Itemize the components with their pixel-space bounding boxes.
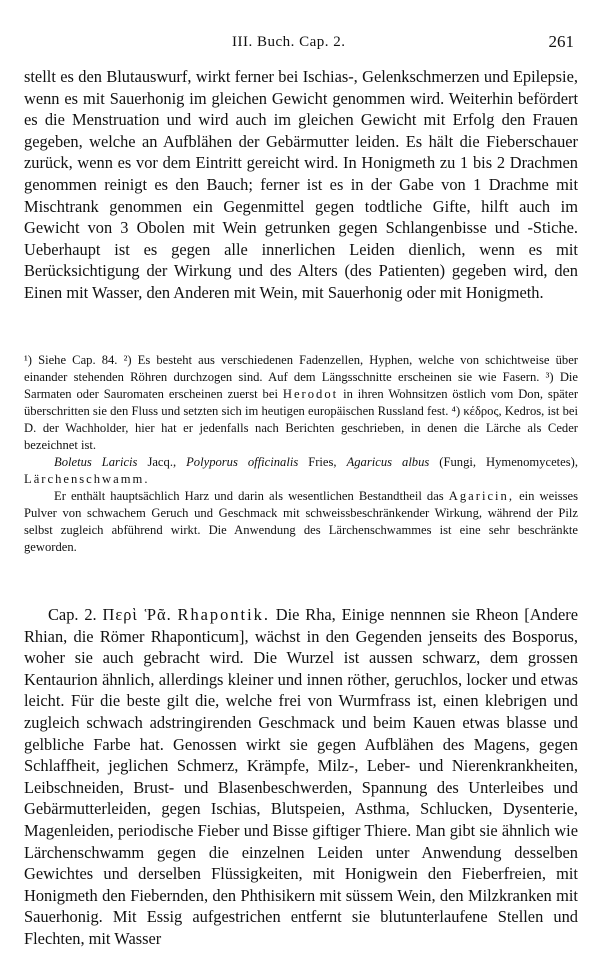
greek-title: Περὶ Ῥᾶ. [102, 605, 172, 624]
species-name: Agaricus albus [346, 455, 430, 469]
page-number: 261 [548, 32, 574, 51]
chapter-paragraph [24, 604, 578, 950]
compound-name: Agaricin, [448, 489, 514, 503]
footnote-text-rest: in ihren Wohnsitzen östlich vom Don, später überschritten sie den Fluss und setzten sich im heutigen europäischen Russland fest. ⁴) κέδρος, Kedros, ist bei D. der Wachholder, hier hat er jedenfalls nach Berichten geschrieben, in denen die Lärche als Ceder bezeichnet ist. [24, 387, 579, 452]
classification: (Fungi, Hymenomycetes), [439, 455, 578, 469]
authority: Fries, [308, 455, 337, 469]
paragraph-text: stellt es den Blutauswurf, wirkt ferner bei Ischias-, Gelenkschmerzen und Epilepsie, wenn es mit Sauerhonig im gleichen Gewicht genommen wird. Weiterhin befördert es die Menstruation und wird auch im gleichen Gewicht mit Erfolg den Frauen gegeben, welche an Aufblähen der Gebärmutter leiden. Es hält die Fieberschauer zurück, wenn es vor dem Eintritt gereicht wird. In Honigmeth zu 1 bis 2 Drachmen genommen reinigt es den Bauch; ferner ist es in der Gabe von 1 Drachme mit Mischtrank genommen ein Gegenmittel gegen todtliche Gifte, hilft auch im Gewicht von 3 Obolen mit Wein getrunken gegen Schlangenbisse und -Stiche. Ueberhaupt ist es gegen alle innerlichen Leiden dienlich, wenn es mit Berücksichtigung der Wirkung und des Alters (des Patienten) gegeben wird, den Einen mit Wasser, den Anderen mit Wein, mit Sauerhonig oder mit Honigmeth. [24, 67, 578, 302]
botanical-names [24, 454, 578, 488]
species-name: Boletus Laricis [54, 455, 138, 469]
species-name: Polyporus officinalis [186, 455, 299, 469]
chapter-section [24, 604, 578, 950]
author-name: Herodot [282, 387, 339, 401]
footnote-block [24, 352, 578, 454]
chapter-title: Rhapontik. [177, 605, 270, 624]
authority: Jacq., [147, 455, 177, 469]
common-name: Lärchenschwamm. [24, 472, 150, 486]
chapter-text: Die Rha, Einige nennnen sie Rheon [Andere Rhian, die Römer Rhaponticum], wächst in den Gegenden jenseits des Bosporus, woher sie auch gebracht wird. Die Wurzel ist aussen schwarz, dem grossen Kentaurion ähnlich, allerdings kleiner und innen röther, geruchlos, locker und etwas leicht. Für die beste gilt die, welche frei von Wurmfrass ist, einen klebrigen und zugleich schwach adstringirenden Geschmack und beim Kauen etwas blasse und gelbliche Farbe hat. Genossen wirkt sie gegen Aufblähen des Magens, gegen Schlaffheit, jeglichen Schmerz, Krämpfe, Milz-, Leber- und Nierenkrankheiten, Leibschneiden, Brust- und Blasenbeschwerden, Spannung des Unterleibes und Gebärmutterleiden, gegen Ischias, Blutspeien, Asthma, Schlucken, Dysenterie, Magenleiden, periodische Fieber und Bisse giftiger Thiere. Man gibt sie ähnlich wie Lärchenschwamm gegen die einzelnen Leiden unter Anwendung desselben Gewichtes und derselben Flüssigkeiten, mit Honigwein den Fieberfreien, mit Honigmeth den Fiebernden, den Phthisikern mit süssem Wein, den Milzkranken mit Sauerhonig. Mit Essig aufgestrichen entfernt sie blutunterlaufene Stellen und Flechten, mit Wasser [24, 605, 578, 948]
footnote-text: ¹) Siehe Cap. 84. ²) Es besteht aus verschiedenen Fadenzellen, Hyphen, welche von schichtweise über einander stehenden Röhren durchzogen sind. Auf dem Längsschnitte erscheinen sie wie Fasern. ³) Die Sarmaten oder Sauromaten erscheinen zuerst bei [24, 353, 578, 401]
continued-paragraph [24, 66, 578, 304]
footnotes [24, 352, 578, 556]
footnote-text: Er enthält hauptsächlich Harz und darin als wesentlichen Bestandtheil das [54, 489, 444, 503]
running-title: III. Buch. Cap. 2. [232, 34, 346, 50]
page-header [0, 34, 600, 58]
chapter-label: Cap. 2. [48, 605, 97, 624]
footnote-composition [24, 488, 578, 556]
footnote-text-rest: ein weisses Pulver von schwachem Geruch und Geschmack mit schweissbeschränkender Wirkung, während der Pilz selbst zugleich abführend wirkt. Die Anwendung des Lärchenschwammes ist eine sehr beschränkte geworden. [24, 489, 579, 554]
